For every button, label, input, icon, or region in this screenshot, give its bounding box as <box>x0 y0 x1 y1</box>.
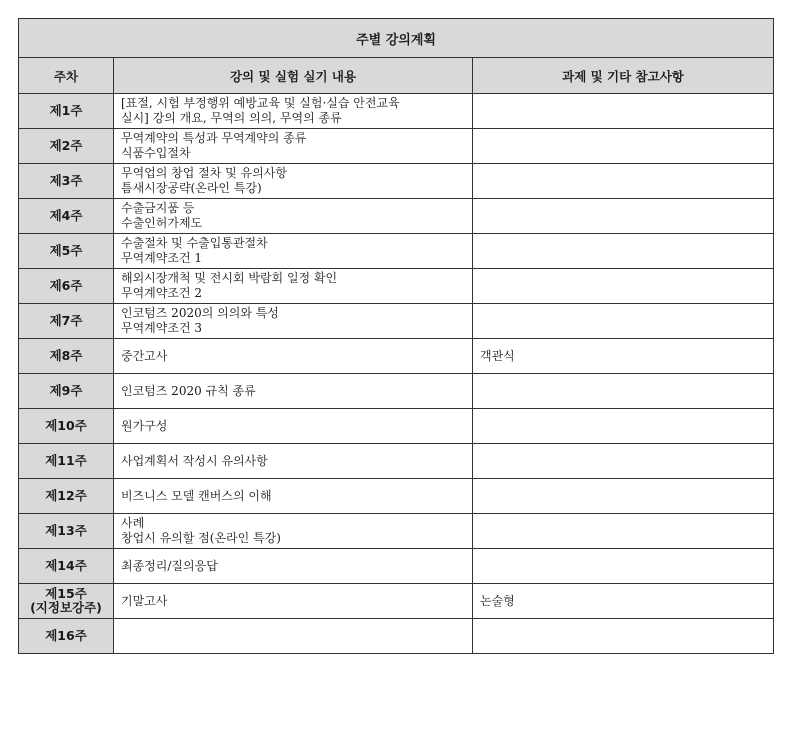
header-week: 주차 <box>19 58 114 94</box>
week-cell: 제6주 <box>19 269 114 304</box>
week-label-line: 제15주 <box>45 586 87 601</box>
content-line: 해외시장개척 및 전시회 박람회 일정 확인 <box>121 271 338 285</box>
table-row <box>19 444 774 479</box>
content-line: 중간고사 <box>121 348 168 363</box>
content-line: [표절, 시험 부정행위 예방교육 및 실험·실습 안전교육 <box>121 96 400 110</box>
content-cell <box>114 374 473 409</box>
content-cell <box>114 619 473 654</box>
content-line: 원가구성 <box>121 418 168 433</box>
note-cell <box>473 94 774 129</box>
week-cell: 제16주 <box>19 619 114 654</box>
note-cell <box>473 304 774 339</box>
week-cell: 제14주 <box>19 549 114 584</box>
week-cell: 제11주 <box>19 444 114 479</box>
note-cell: 논술형 <box>473 584 774 619</box>
content-line: 식품수입절차 <box>121 146 191 160</box>
note-cell <box>473 479 774 514</box>
table-row <box>19 619 774 654</box>
week-cell: 제9주 <box>19 374 114 409</box>
table-row <box>19 234 774 269</box>
table-row <box>19 94 774 129</box>
content-line: 창업시 유의할 점(온라인 특강) <box>121 531 281 545</box>
content-line: 최종정리/질의응답 <box>121 558 218 573</box>
content-cell <box>114 339 473 374</box>
content-cell <box>114 129 473 164</box>
content-line: 인코텀즈 2020 규칙 종류 <box>121 383 256 398</box>
note-cell <box>473 129 774 164</box>
content-cell <box>114 199 473 234</box>
note-cell <box>473 234 774 269</box>
week-cell: 제5주 <box>19 234 114 269</box>
note-cell <box>473 409 774 444</box>
content-cell <box>114 234 473 269</box>
content-cell <box>114 94 473 129</box>
table-row <box>19 409 774 444</box>
content-line: 실시] 강의 개요, 무역의 의의, 무역의 종류 <box>121 111 342 125</box>
table-row <box>19 304 774 339</box>
content-cell <box>114 584 473 619</box>
content-line: 수출절차 및 수출입통관절차 <box>121 236 268 250</box>
content-cell <box>114 304 473 339</box>
header-notes: 과제 및 기타 참고사항 <box>473 58 774 94</box>
note-cell <box>473 164 774 199</box>
table-row <box>19 269 774 304</box>
content-cell <box>114 269 473 304</box>
table-row <box>19 549 774 584</box>
note-cell <box>473 549 774 584</box>
content-line: 비즈니스 모델 캔버스의 이해 <box>121 488 272 503</box>
content-cell <box>114 444 473 479</box>
table-row <box>19 514 774 549</box>
note-cell <box>473 199 774 234</box>
week-cell: 제10주 <box>19 409 114 444</box>
week-cell: 제3주 <box>19 164 114 199</box>
table-row <box>19 129 774 164</box>
header-content: 강의 및 실험 실기 내용 <box>114 58 473 94</box>
content-cell <box>114 479 473 514</box>
week-cell: 제1주 <box>19 94 114 129</box>
week-cell: 제12주 <box>19 479 114 514</box>
table-row <box>19 374 774 409</box>
content-line: 사례 <box>121 516 145 530</box>
content-line: 무역계약조건 2 <box>121 286 203 300</box>
content-cell <box>114 549 473 584</box>
week-label-line: (지정보강주) <box>30 600 102 615</box>
week-cell: 제8주 <box>19 339 114 374</box>
content-line: 틈새시장공략(온라인 특강) <box>121 181 262 195</box>
note-cell <box>473 374 774 409</box>
content-line: 수출금지품 등 <box>121 201 195 215</box>
content-line: 무역계약조건 1 <box>121 251 203 265</box>
week-cell: 제4주 <box>19 199 114 234</box>
content-line: 수출인허가제도 <box>121 216 203 230</box>
week-cell: 제7주 <box>19 304 114 339</box>
table-title: 주별 강의계획 <box>19 19 774 58</box>
week-cell: 제13주 <box>19 514 114 549</box>
note-cell <box>473 269 774 304</box>
content-cell <box>114 164 473 199</box>
content-line: 무역계약조건 3 <box>121 321 203 335</box>
note-cell <box>473 444 774 479</box>
week-cell <box>19 584 114 619</box>
content-line: 인코텀즈 2020의 의의와 특성 <box>121 306 279 320</box>
table-row <box>19 584 774 619</box>
content-cell <box>114 409 473 444</box>
table-row <box>19 339 774 374</box>
weekly-plan-table <box>18 18 774 654</box>
content-cell <box>114 514 473 549</box>
content-line: 기말고사 <box>121 593 168 608</box>
content-line: 사업계획서 작성시 유의사항 <box>121 453 268 468</box>
content-line: 무역업의 창업 절차 및 유의사항 <box>121 166 287 180</box>
note-cell <box>473 619 774 654</box>
note-cell: 객관식 <box>473 339 774 374</box>
table-row <box>19 199 774 234</box>
table-row <box>19 479 774 514</box>
week-cell: 제2주 <box>19 129 114 164</box>
note-cell <box>473 514 774 549</box>
content-line: 무역계약의 특성과 무역계약의 종류 <box>121 131 307 145</box>
table-row <box>19 164 774 199</box>
